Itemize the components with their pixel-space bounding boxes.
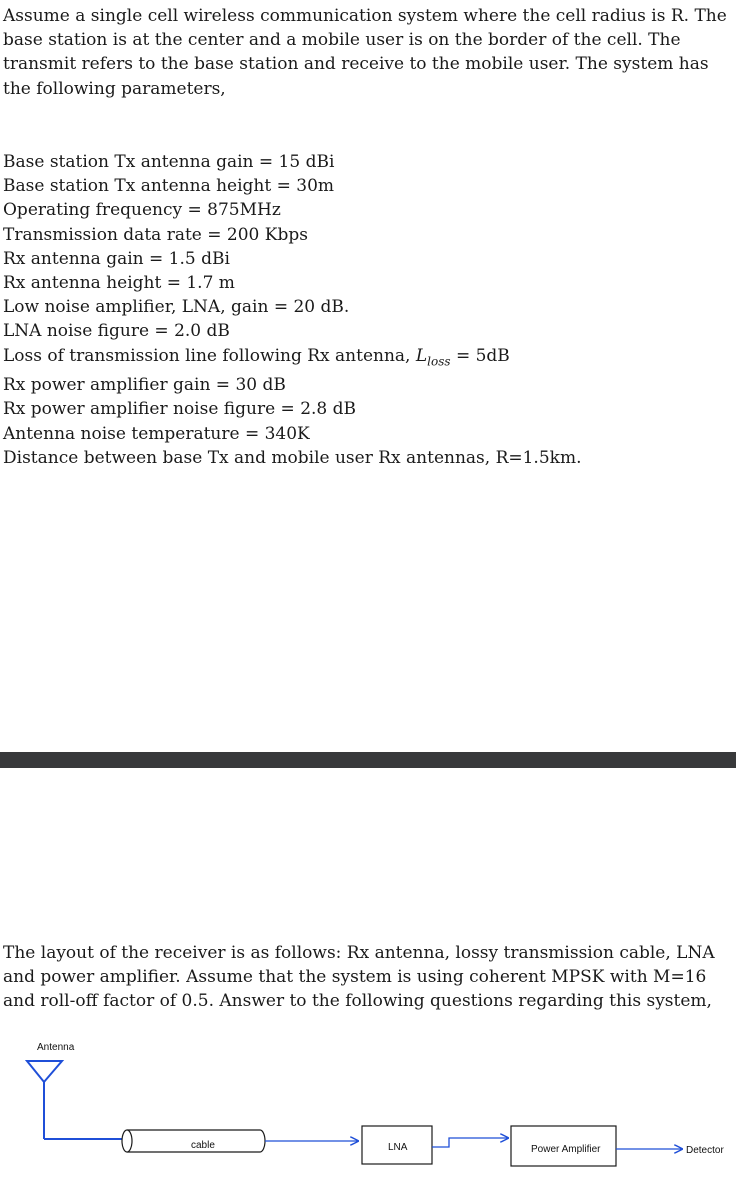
detector-label: Detector [686,1145,724,1156]
problem-intro: Assume a single cell wireless communication system where the cell radius is R. The base station is at the center and a mobile user is on the border of the cell. The transmit refers to the base station and receive to the mobile user. The system has the following parameters, [3,6,727,99]
line-loss-value: = 5dB [450,345,510,366]
param-rx-height: Rx antenna height = 1.7 m [3,273,235,294]
param-lna-gain: Low noise amplifier, LNA, gain = 20 dB. [3,297,350,318]
antenna-icon [27,1061,122,1139]
param-tx-height: Base station Tx antenna height = 30m [3,176,335,197]
receiver-block-diagram [0,1030,736,1178]
cable-icon [122,1130,358,1152]
receiver-layout-text: The layout of the receiver is as follows: Rx antenna, lossy transmission cable, LNA and power amplifier. Assume that the system is using coherent MPSK with M=16 and roll-off factor of 0.5. Answer to the following questions regarding this system, [3,943,715,1012]
lna-label: LNA [388,1142,408,1153]
param-pa-nf: Rx power amplifier noise figure = 2.8 dB [3,399,357,420]
param-data-rate: Transmission data rate = 200 Kbps [3,224,308,245]
param-distance: Distance between base Tx and mobile user Rx antennas, R=1.5km. [3,447,582,468]
param-line-loss [3,344,733,374]
param-frequency: Operating frequency = 875MHz [3,200,281,221]
param-lna-nf: LNA noise figure = 2.0 dB [3,321,230,342]
line-loss-prefix: Loss of transmission line following Rx antenna, [3,345,416,366]
cable-label: cable [191,1140,215,1151]
power-amplifier-label: Power Amplifier [531,1144,601,1155]
param-pa-gain: Rx power amplifier gain = 30 dB [3,375,286,396]
antenna-label: Antenna [37,1042,75,1053]
page-divider [0,752,736,768]
param-antenna-temp: Antenna noise temperature = 340K [3,423,310,444]
line-loss-symbol: $L_{loss}$ [415,345,451,369]
param-tx-gain: Base station Tx antenna gain = 15 dBi [3,152,335,172]
param-rx-gain: Rx antenna gain = 1.5 dBi [3,248,230,269]
parameter-list [3,150,733,470]
